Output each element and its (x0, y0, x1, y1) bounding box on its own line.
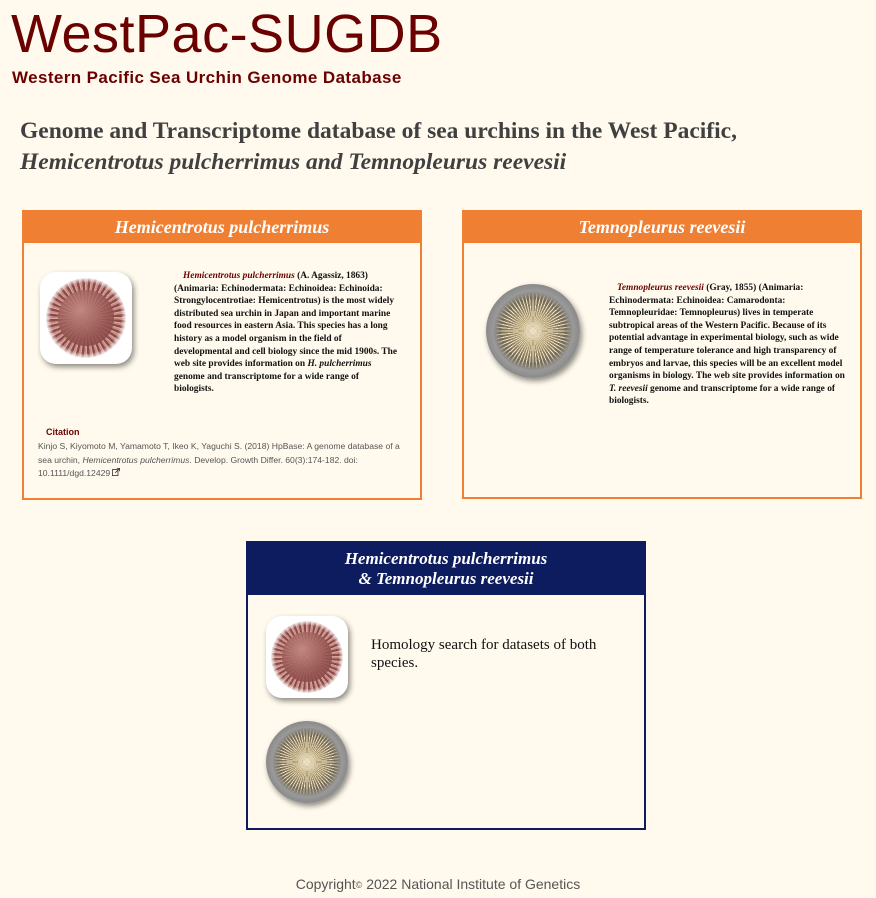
external-link-icon[interactable] (112, 467, 120, 481)
tr-urchin-image[interactable] (486, 284, 580, 378)
footer-copyright (0, 876, 876, 892)
hp-species-name: Hemicentrotus pulcherrimus (183, 271, 295, 281)
citation-doi[interactable]: . Develop. Growth Differ. 60(3):174-182. doi: 10.1111/dgd.12429 (38, 454, 358, 478)
both-title-line2: & Temnopleurus reevesii (358, 569, 534, 588)
tr-species-name: Temnopleurus reevesii (617, 283, 704, 293)
site-title[interactable]: WestPac-SUGDB (11, 4, 443, 64)
tr-desc-text: (Gray, 1855) (Animaria: Echinodermata: Echinoidea: Camarodonta: Temnopleuridae: Temnopleurus) lives in temperate subtropical areas of the Western Pacific. Because of its potential advantage in experimental biology, such as wide range of temperature tolerance and high transparency of embryos and larvae, this species will be an excellent model organisms in biology. The web site provides information on (609, 283, 845, 382)
hp-desc-italic: H. pulcherrimus (307, 359, 372, 370)
both-card-title[interactable] (248, 543, 644, 595)
both-species-card (246, 541, 646, 830)
tr-card (462, 210, 862, 499)
citation-label: Citation (46, 427, 80, 437)
tr-card-title[interactable]: Temnopleurus reevesii (464, 212, 860, 243)
headline-line2: Hemicentrotus pulcherrimus and Temnopleurus reevesii (20, 149, 567, 175)
citation-text (38, 440, 408, 481)
hp-urchin-image[interactable] (40, 272, 132, 364)
both-hp-urchin-image[interactable] (266, 616, 348, 698)
headline-line1: Genome and Transcriptome database of sea urchins in the West Pacific, (20, 118, 737, 144)
hp-card-title[interactable]: Hemicentrotus pulcherrimus (24, 212, 420, 243)
copyright-word: Copyright (295, 876, 356, 892)
citation-authors: Kinjo S, Kiyomoto M, Yamamoto T, Ikeo K, Yaguchi S. (2018) HpBase: A genome database of a sea urchin, (38, 441, 400, 465)
site-subtitle: Western Pacific Sea Urchin Genome Database (12, 68, 402, 87)
hp-card (22, 210, 422, 500)
hp-desc-text: (A. Agassiz, 1863) (Animaria: Echinodermata: Echinoidea: Echinoida: Strongylocentrotiae: Hemicentrotus) is the most widely distributed sea urchin in Japan and important marine food resources in eastern Asia. This species has a long history as a model organism in the field of developmental and cell biology since the mid 1900s. The web site provides information on (174, 271, 398, 370)
tr-desc-italic: T. reevesii (609, 383, 648, 394)
hp-description (174, 270, 400, 396)
hp-desc-text-end: genome and transcriptome for a wide range of biologists. (174, 371, 359, 395)
tr-desc-text-end: genome and transcriptome for a wide range of biologists. (609, 383, 836, 407)
both-tr-urchin-image[interactable] (266, 721, 348, 803)
tr-description (609, 282, 849, 408)
copyright-symbol: © (355, 880, 363, 890)
homology-search-text[interactable]: Homology search for datasets of both species. (371, 637, 597, 671)
both-title-line1: Hemicentrotus pulcherrimus (344, 549, 548, 568)
page-headline (20, 116, 737, 178)
citation-species: Hemicentrotus pulcherrimus (82, 454, 190, 465)
copyright-rest: 2022 National Institute of Genetics (362, 876, 581, 892)
